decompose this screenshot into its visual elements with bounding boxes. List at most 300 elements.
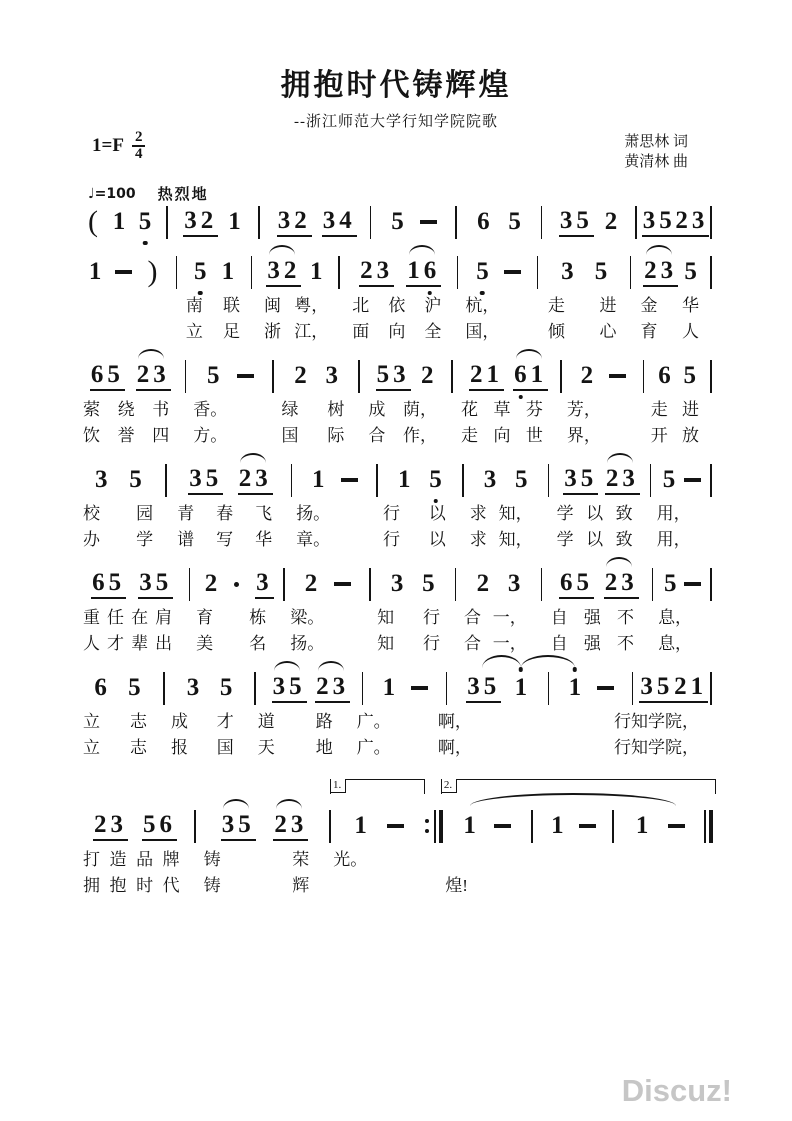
lyric-syllable: 放 [681, 426, 699, 445]
lyric-syllable: 进 [599, 296, 617, 315]
lyric-cell [75, 398, 177, 422]
lyric-bar-spacer [415, 874, 437, 898]
lyric-cell [643, 398, 707, 422]
barline-stroke [630, 256, 632, 289]
lyric-bar-spacer [707, 606, 715, 630]
lyric-bar-spacer [523, 874, 531, 898]
note-digits: 1 [382, 674, 400, 701]
lyric-syllable: 时 [136, 876, 154, 895]
lyric-syllable: 谱 [177, 530, 195, 549]
lyric-syllable: 浙 [263, 322, 281, 341]
lyric-syllable: 行 [382, 530, 400, 549]
slur-arc [274, 661, 300, 671]
music-row [75, 564, 715, 604]
note-unit [128, 464, 144, 496]
dash-note [115, 270, 132, 274]
lyric-syllable: 自 [550, 608, 568, 627]
lyric-syllable: 办 [83, 530, 100, 549]
lyric-syllable: 求 [469, 504, 487, 523]
lyric-bar-spacer [336, 320, 344, 344]
lyric-syllable: 进 [681, 400, 699, 419]
measure [75, 460, 162, 500]
note-unit [237, 360, 254, 392]
repeat-dots-icon [425, 819, 429, 833]
lyric-syllable: 粤， [294, 296, 329, 315]
lyric-syllable: 全 [424, 322, 442, 341]
barline [647, 460, 655, 500]
dash-note [597, 686, 614, 690]
measure [381, 460, 459, 500]
note-unit [188, 464, 223, 496]
lyric-cell [250, 710, 341, 734]
lyric-syllable: 造 [109, 850, 127, 869]
note-unit [93, 464, 112, 496]
volta-label: 1. [331, 779, 346, 793]
lyric-syllable: 向 [493, 426, 511, 445]
note-digits: 5 [219, 674, 237, 701]
lyric-syllable: 向 [388, 322, 406, 341]
lyric-syllable: 以 [428, 530, 446, 549]
lyric-cell [633, 320, 707, 344]
note-digits: 3 [561, 258, 578, 285]
lyric-cell [606, 710, 707, 734]
note-unit [229, 568, 245, 600]
note-unit [605, 464, 639, 496]
lyric-cell [256, 294, 336, 318]
note-unit [87, 256, 106, 288]
lyric-bar-spacer [635, 424, 643, 448]
barline [537, 564, 545, 604]
lyrics-row-verse-2 [75, 424, 715, 448]
barline-stroke [370, 206, 372, 239]
lyric-syllable: 出 [155, 634, 173, 653]
lyric-bar-spacer [177, 398, 185, 422]
lyrics-row-verse-2 [75, 736, 715, 760]
note-digits: 1 [309, 258, 327, 285]
lyric-syllable: 立 [83, 712, 100, 731]
barline [545, 668, 553, 708]
lyric-bar-spacer [445, 424, 453, 448]
lyric-bar-spacer [274, 632, 282, 656]
note-unit [272, 672, 306, 704]
music-system [75, 356, 715, 448]
slur-arc [318, 661, 344, 671]
lyric-syllable: 梁。 [290, 608, 325, 627]
lyric-bar-spacer [352, 398, 360, 422]
note-unit [559, 568, 594, 600]
note-digits: 5 [515, 466, 532, 493]
barline-stroke [710, 206, 712, 239]
lyric-cell [75, 874, 188, 898]
lyric-cell [196, 874, 318, 898]
barline [251, 668, 259, 708]
lyrics-row-verse-2 [75, 528, 715, 552]
note-digits: 23 [605, 465, 640, 495]
lyric-syllable: 一， [492, 608, 527, 627]
note-digits: 1 [221, 258, 239, 285]
lyric-syllable: 誉 [117, 426, 135, 445]
lyric-syllable: 用， [656, 530, 691, 549]
note-digits: 32 [183, 207, 218, 237]
volta-label: 2. [442, 779, 457, 793]
barline-stroke [548, 464, 550, 497]
lyric-syllable: 世 [525, 426, 543, 445]
slur-tie-arc [482, 655, 521, 668]
barline [326, 806, 334, 846]
lyric-syllable: 足 [222, 322, 240, 341]
lyric-syllable: 打 [83, 850, 100, 869]
note-unit [137, 206, 156, 238]
barline [255, 202, 263, 242]
lyric-bar-spacer [625, 320, 633, 344]
lyric-syllable: 开 [650, 426, 668, 445]
watermark: Discuz! [621, 1073, 732, 1108]
barline [632, 202, 640, 242]
lyric-syllable: 扬。 [290, 634, 325, 653]
barline [627, 252, 635, 292]
note-digits: 35 [138, 569, 173, 599]
lyric-bar-spacer [642, 606, 650, 630]
note-digits: 61 [513, 361, 548, 391]
barline [373, 460, 381, 500]
note-unit [579, 810, 596, 842]
note-unit [469, 360, 504, 392]
lyric-cell [430, 710, 517, 734]
lyric-bar-spacer [551, 398, 559, 422]
note-unit [603, 206, 622, 238]
lyric-syllable: 芬 [525, 400, 543, 419]
note-unit [494, 810, 511, 842]
note-digits: 1 [635, 812, 653, 839]
note-unit [474, 256, 493, 288]
note-unit [513, 360, 548, 392]
barline-stroke [457, 256, 459, 289]
composer-credit: 黄清林 曲 [624, 154, 688, 170]
barline [628, 668, 636, 708]
barline-stroke [258, 206, 260, 239]
lyric-syllable: 广。 [356, 712, 391, 731]
slur-arc [606, 557, 632, 567]
note-unit [308, 256, 327, 288]
lyric-bar-spacer [641, 502, 649, 526]
lyric-cell [650, 632, 707, 656]
lyric-syllable: 报 [171, 738, 189, 757]
lyric-syllable: 华 [255, 530, 273, 549]
barline-stroke [369, 568, 371, 601]
lyric-syllable: 学 [556, 504, 574, 523]
note-unit [227, 206, 243, 238]
note-unit [567, 672, 586, 704]
lyric-cell [540, 320, 625, 344]
measure [461, 252, 533, 292]
barline [173, 252, 181, 292]
lyric-cell [185, 424, 265, 448]
measure [367, 668, 443, 708]
note-unit [111, 206, 130, 238]
lyric-syllable: 煌! [445, 876, 468, 895]
note-digits: 5 [476, 258, 493, 285]
lyric-syllable: 学院， [648, 712, 700, 731]
lyric-bar-spacer [517, 710, 525, 734]
lyric-cell [543, 632, 642, 656]
lyric-syllable: 栋 [249, 608, 267, 627]
note-digits: 5 [422, 570, 439, 597]
lyric-syllable: 园 [136, 504, 154, 523]
note-digits: 1 [514, 674, 532, 701]
lyrics-row-verse-1 [75, 848, 715, 872]
note-digits: 2 [604, 208, 622, 235]
note-unit [507, 206, 523, 238]
lyric-syllable: 香。 [193, 400, 228, 419]
note-digits: 2 [204, 570, 222, 597]
barline [702, 806, 715, 846]
lyric-bar-spacer [448, 632, 456, 656]
barline-stroke [439, 810, 443, 843]
lyric-bar-spacer [317, 848, 325, 872]
lyric-syllable: 任 [107, 608, 125, 627]
lyric-cell [531, 874, 607, 898]
barline [707, 460, 715, 500]
lyric-syllable: 走 [461, 426, 479, 445]
lyric-bar-spacer [170, 320, 178, 344]
note-unit [185, 672, 204, 704]
music-system [75, 252, 715, 344]
tempo-row [88, 183, 209, 204]
note-unit [559, 256, 578, 288]
lyric-syllable: 育 [640, 322, 658, 341]
lyric-syllable: 铸 [203, 876, 221, 895]
note-digits: 35 [642, 207, 677, 237]
note-unit [593, 256, 612, 288]
lyricist-credit: 萧思林 词 [624, 134, 688, 150]
note-unit [192, 256, 211, 288]
lyric-cell [344, 320, 449, 344]
lyric-syllable: 人 [83, 634, 100, 653]
barline-stroke [710, 464, 712, 497]
note-unit [634, 810, 653, 842]
lyric-syllable: 辉 [292, 876, 310, 895]
lyric-cell [525, 710, 598, 734]
lyric-bar-spacer [607, 848, 615, 872]
note-digits: 1 [311, 466, 329, 493]
barline [269, 356, 277, 396]
lyric-bar-spacer [541, 502, 549, 526]
lyric-bar-spacer [280, 502, 288, 526]
note-unit [93, 810, 128, 842]
note-unit [475, 568, 494, 600]
measure [456, 356, 557, 396]
lyric-cell [288, 502, 367, 526]
measure [565, 356, 639, 396]
note-unit [419, 360, 438, 392]
lyric-syllable: 重 [83, 608, 100, 627]
dash-note [237, 374, 254, 378]
lyric-bar-spacer [155, 710, 163, 734]
note-digits: 3 [186, 674, 204, 701]
lyric-bar-spacer [707, 424, 715, 448]
note-digits: 3 [255, 569, 274, 599]
note-digits: 3 [325, 362, 342, 389]
lyric-syllable: 闽 [263, 296, 281, 315]
measure [181, 252, 248, 292]
note-digits: 1 [551, 812, 568, 839]
lyric-syllable: 以 [428, 504, 446, 523]
lyric-syllable: 华 [682, 296, 699, 315]
lyric-syllable: 拥 [83, 876, 100, 895]
lyric-syllable: 以 [586, 504, 604, 523]
lyric-cell [288, 528, 367, 552]
barline [182, 356, 190, 396]
lyric-bar-spacer [523, 848, 531, 872]
lyric-bar-spacer [707, 710, 715, 734]
lyric-syllable: 啊， [437, 712, 472, 731]
lyric-syllable: 花 [461, 400, 479, 419]
note-unit [406, 256, 441, 288]
note-unit [411, 672, 428, 704]
lyric-cell [274, 398, 353, 422]
slur-arc [276, 799, 302, 809]
lyric-bar-spacer [541, 528, 549, 552]
note-unit [324, 360, 340, 392]
note-unit [563, 464, 598, 496]
measure [190, 356, 270, 396]
barline-stroke [376, 464, 378, 497]
lyric-cell [437, 848, 522, 872]
lyric-syllable: 强 [583, 634, 601, 653]
note-unit [661, 464, 680, 496]
lyric-syllable: 致 [615, 530, 633, 549]
lyric-bar-spacer [517, 736, 525, 760]
note-digits: 23 [93, 811, 128, 841]
note-digits: 16 [406, 257, 441, 287]
note-unit [266, 256, 301, 288]
note-unit [643, 256, 678, 288]
dash-note [684, 478, 701, 482]
lyric-syllable: 杭， [465, 296, 500, 315]
low-octave-dot [519, 395, 524, 400]
lyric-cell [282, 606, 361, 630]
expression-marking: 热烈地 [157, 187, 209, 203]
barline [707, 252, 715, 292]
note-digits: 1 [398, 466, 415, 493]
music-system [75, 202, 715, 242]
lyric-bar-spacer [635, 398, 643, 422]
lyric-syllable: 才 [107, 634, 125, 653]
lyric-bar-spacer [274, 606, 282, 630]
lyric-bar-spacer [454, 528, 462, 552]
lyric-cell [643, 424, 707, 448]
lyric-syllable: 北 [352, 296, 370, 315]
lyric-cell [75, 424, 177, 448]
note-digits: 35 [563, 465, 598, 495]
note-unit [674, 206, 709, 238]
note-digits: 6 [477, 208, 494, 235]
lyric-syllable: 立 [185, 322, 203, 341]
measure [75, 564, 185, 604]
barline [452, 202, 460, 242]
note-unit [504, 256, 521, 288]
note-digits: 23 [359, 257, 394, 287]
note-digits: 56 [142, 811, 177, 841]
lyric-syllable: 知 [377, 608, 395, 627]
barline [707, 356, 715, 396]
lyric-cell [615, 874, 702, 898]
lyric-syllable: 牌 [162, 850, 180, 869]
barline [359, 668, 367, 708]
measure [334, 806, 423, 846]
note-unit [597, 672, 614, 704]
measure [277, 356, 355, 396]
note-unit [126, 672, 145, 704]
note-unit [609, 360, 626, 392]
note-unit [662, 568, 681, 600]
lyric-cell [75, 294, 170, 318]
slur-tie-arc [521, 655, 575, 668]
lyric-syllable: 联 [222, 296, 240, 315]
note-digits: 5 [662, 466, 680, 493]
lyric-bar-spacer [155, 736, 163, 760]
note-digits: 3 [390, 570, 408, 597]
lyric-syllable: 天 [257, 738, 275, 757]
measure [75, 806, 191, 846]
lyric-bar-spacer [707, 398, 715, 422]
lyrics-row-verse-2 [75, 320, 715, 344]
barline-stroke [537, 256, 539, 289]
dash-note [504, 270, 521, 274]
barline-stroke [643, 360, 645, 393]
measure [553, 668, 629, 708]
barline-stroke [189, 568, 191, 601]
low-octave-dot [433, 499, 438, 504]
note-digits: 2 [580, 362, 598, 389]
lyric-cell [196, 848, 318, 872]
lyric-syllable: 知 [377, 634, 395, 653]
lyric-syllable: 南 [185, 296, 203, 315]
barline [423, 806, 445, 846]
lyric-cell [606, 736, 707, 760]
note-digits: 5 [664, 570, 681, 597]
slur-arc [646, 245, 672, 255]
lyric-cell [453, 424, 551, 448]
measure [374, 564, 452, 604]
barline-stroke [635, 206, 637, 239]
lyric-bar-spacer [598, 736, 606, 760]
barline-stroke [283, 568, 285, 601]
measure [199, 806, 326, 846]
barline [459, 460, 467, 500]
lyric-bar-spacer [180, 632, 188, 656]
barline [280, 564, 288, 604]
note-digits: 6 [658, 362, 675, 389]
note-digits: 53 [376, 361, 411, 391]
note-digits: 5 [683, 362, 701, 389]
note-digits: 5 [138, 208, 156, 235]
lyric-syllable: 息， [658, 608, 693, 627]
lyric-bar-spacer [625, 294, 633, 318]
lyrics-row-verse-2 [75, 874, 715, 898]
measure [75, 668, 160, 708]
note-digits: 23 [136, 361, 171, 391]
slur-arc [516, 349, 542, 359]
lyric-bar-spacer [170, 294, 178, 318]
lyric-cell [360, 398, 445, 422]
note-digits: 35 [639, 673, 674, 703]
measure [288, 564, 366, 604]
barline [707, 564, 715, 604]
lyric-bar-spacer [317, 874, 325, 898]
note-unit [115, 256, 132, 288]
music-system [75, 668, 715, 760]
